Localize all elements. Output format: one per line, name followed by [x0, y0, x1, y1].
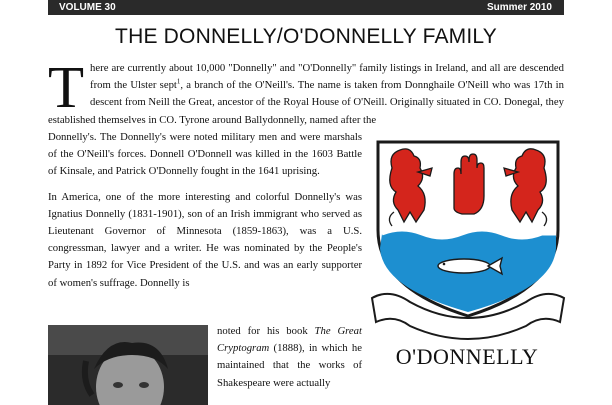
drop-cap: T: [48, 54, 85, 120]
cryptogram-text-a: noted for his book: [217, 325, 315, 337]
left-column: [48, 129, 362, 300]
portrait-photo: [48, 325, 208, 405]
article-title: THE DONNELLY/O'DONNELLY FAMILY: [115, 25, 497, 48]
newsletter-header-bar: [48, 0, 564, 15]
intro-text-a: here are currently about 10,000 "Donnelly" and "O'Donnelly" family listings in Ireland, and all are descended from the Ulster sept: [90, 62, 564, 92]
footnote-marker: 1: [176, 77, 181, 86]
paragraph-military: Donnelly's. The Donnelly's were noted military men and were marshals of the O'Neill's forces. Donnell O'Donnell was killed in the 1603 Battle of Kinsale, and Patrick O'Donnelly fought in the 1641 uprising.: [48, 131, 362, 178]
paragraph-cryptogram: [217, 323, 362, 392]
portrait-icon: [48, 325, 208, 405]
family-crest: [370, 138, 566, 378]
issue-date: Summer 2010: [486, 2, 552, 13]
paragraph-america: In America, one of the more interesting and colorful Donnelly's was Ignatius Donnelly (1831-1901), son of an Irish immigrant who served as Lieutenant Governor of Minnesota (1859-1863), was a U.S. congressman, lawyer and a writer. He was nominated by the People's Party in 1892 for Vice President of the U.S. and was an early supporter of women's suffrage. Donnelly is: [48, 190, 362, 289]
volume-label: VOLUME 30: [59, 2, 116, 13]
coat-of-arms-icon: [370, 138, 566, 348]
crest-caption: O'DONNELLY: [395, 344, 539, 369]
intro-paragraph: [48, 54, 564, 129]
cryptogram-text-b: (1888), in which he maintained that the works of Shakespeare were actually: [217, 342, 362, 389]
book-title: The Great Cryptogram: [217, 325, 362, 355]
intro-text-b: , a branch of the O'Neill's. The name is taken from Donnghaile O'Neill who was 17th in descent from Neill the Great, ancestor of the Royal House of O'Neill. Originally situated in CO. Donegal, they established themselves in CO. Tyrone around Ballydonnelly, named after the: [48, 79, 564, 126]
